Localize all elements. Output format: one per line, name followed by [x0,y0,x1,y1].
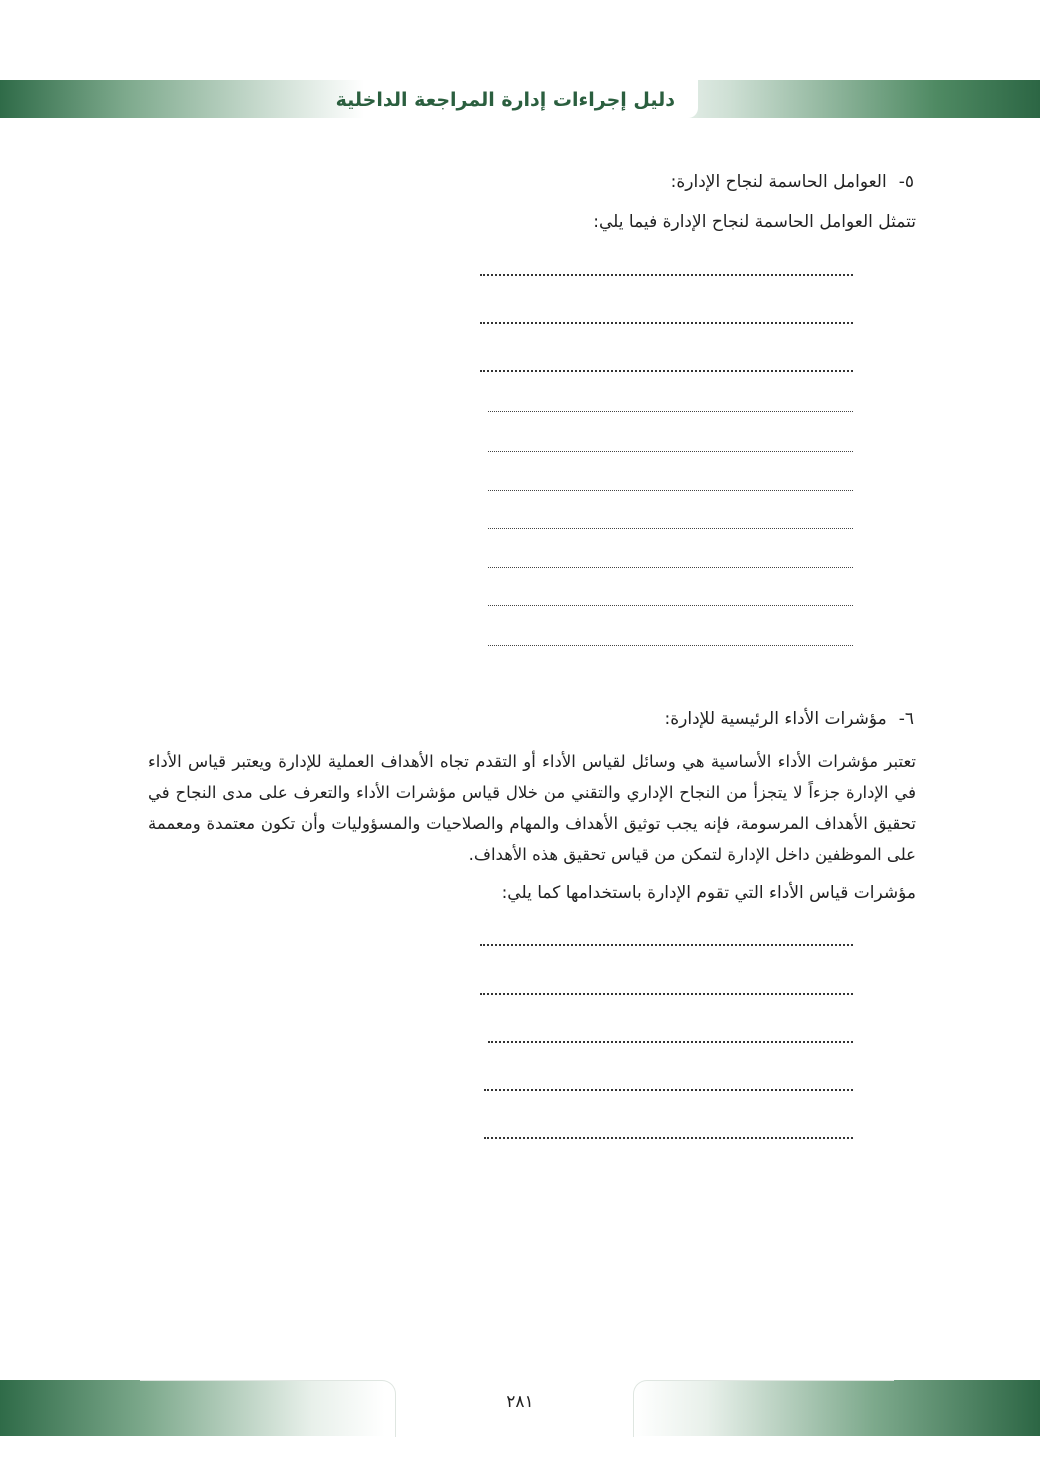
section-6-number: ٦- [898,709,914,729]
footer-card-right [633,1380,894,1437]
blank-line [488,528,853,529]
section-5-title: العوامل الحاسمة لنجاح الإدارة: [670,172,887,192]
blank-line [480,274,853,276]
blank-line [488,490,853,491]
section-6-body: تعتبر مؤشرات الأداء الأساسية هي وسائل لقياس الأداء أو التقدم تجاه الأهداف العملية للإدارة ويعتبر قياس الأداء في الإدارة جزءاً لا يتجزأ من النجاح الإداري والتقني من خلال قياس مؤشرات الأداء والتعرف على مدى النجاح في تحقيق الأهداف المرسومة، فإنه يجب توثيق الأهداف والمهام والصلاحيات والمسؤوليات وأن تكون معتمدة ومعممة على الموظفين داخل الإدارة لتمكن من قياس تحقيق هذه الأهداف. [148,752,916,864]
section-6-heading [665,706,914,732]
blank-line [488,451,853,452]
footer-card-left [140,1380,396,1437]
section-5-number: ٥- [898,172,914,192]
section-5-intro: تتمثل العوامل الحاسمة لنجاح الإدارة فيما يلي: [593,212,916,232]
section-6-title: مؤشرات الأداء الرئيسية للإدارة: [664,709,887,729]
document-title: دليل إجراءات إدارة المراجعة الداخلية [335,89,675,111]
blank-line [488,605,853,606]
blank-line [480,993,853,995]
blank-line [480,322,853,324]
blank-line [488,1041,853,1043]
blank-line [484,1089,853,1091]
section-6-intro: مؤشرات قياس الأداء التي تقوم الإدارة باستخدامها كما يلي: [501,883,916,903]
page-number: ٢٨١ [506,1392,534,1412]
blank-line [488,411,853,412]
section-5-heading [671,169,914,195]
blank-line [480,370,853,372]
blank-line [480,944,853,946]
blank-line [484,1137,853,1139]
blank-line [488,567,853,568]
blank-line [488,645,853,646]
